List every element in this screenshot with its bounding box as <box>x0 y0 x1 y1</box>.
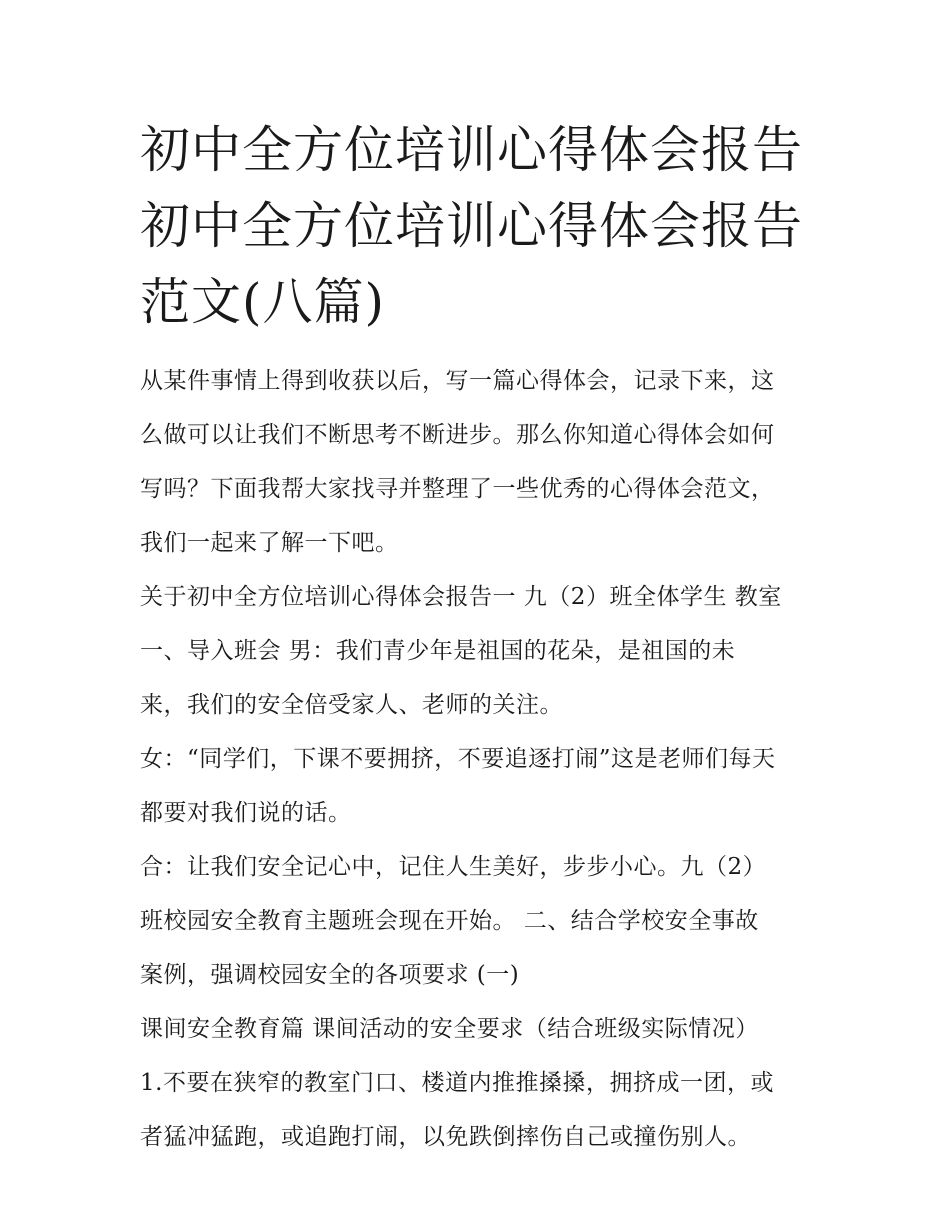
body-line: 么做可以让我们不断思考不断进步。那么你知道心得体会如何 <box>140 422 775 448</box>
body-line: 案例，强调校园安全的各项要求 (一) <box>140 962 520 988</box>
document-title <box>140 112 820 340</box>
body-line: 关于初中全方位培训心得体会报告一 九（2）班全体学生 教室 <box>140 584 782 610</box>
body-line: 写吗？下面我帮大家找寻并整理了一些优秀的心得体会范文， <box>140 476 775 502</box>
document-body <box>140 354 820 1164</box>
title-line: 初中全方位培训心得体会报告 <box>140 197 803 255</box>
document-page <box>140 112 820 1164</box>
title-line: 初中全方位培训心得体会报告 <box>140 121 803 179</box>
body-line: 1.不要在狭窄的教室门口、楼道内推推搡搡，拥挤成一团，或 <box>140 1070 774 1096</box>
body-line: 来，我们的安全倍受家人、老师的关注。 <box>140 692 563 718</box>
body-line: 都要对我们说的话。 <box>140 800 352 826</box>
body-line: 课间安全教育篇 课间活动的安全要求（结合班级实际情况） <box>140 1016 759 1042</box>
body-line: 者猛冲猛跑，或追跑打闹，以免跌倒摔伤自己或撞伤别人。 <box>140 1124 751 1150</box>
body-line: 从某件事情上得到收获以后，写一篇心得体会，记录下来，这 <box>140 368 775 394</box>
body-line: 我们一起来了解一下吧。 <box>140 530 399 556</box>
body-line: 班校园安全教育主题班会现在开始。 二、结合学校安全事故 <box>140 908 759 934</box>
title-line: 范文(八篇) <box>140 273 386 331</box>
body-line: 合：让我们安全记心中，记住人生美好，步步小心。九（2） <box>140 854 767 880</box>
body-line: 女：“同学们，下课不要拥挤，不要追逐打闹”这是老师们每天 <box>140 746 776 772</box>
body-line: 一、导入班会 男：我们青少年是祖国的花朵，是祖国的未 <box>140 638 736 664</box>
